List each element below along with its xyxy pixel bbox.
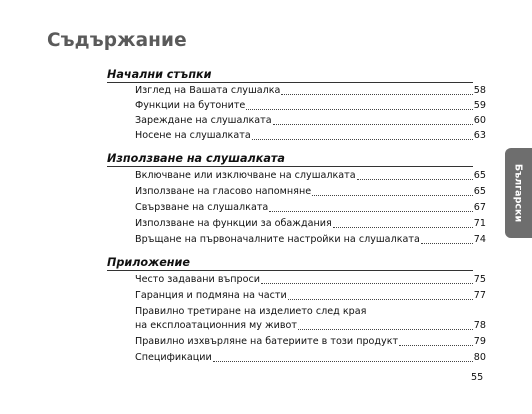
toc-entry-page: 75 [473,274,486,285]
toc-entry-page: 63 [473,130,486,141]
toc-entry[interactable] [135,129,486,143]
toc-entry[interactable] [135,289,486,303]
toc-entry-page: 58 [473,85,486,96]
section-divider [107,166,473,167]
toc-entry[interactable] [135,201,486,215]
language-side-tab [505,148,532,238]
toc-entry-label: Използване на функции за обаждания [135,218,332,229]
toc-entry-page: 65 [473,186,486,197]
toc-dot-leader [213,360,473,362]
toc-entry-label: Изглед на Вашата слушалка [135,85,281,96]
toc-dot-leader [288,298,473,300]
toc-dot-leader [421,242,473,244]
toc-dot-leader [399,344,473,346]
toc-entry-page: 74 [473,234,486,245]
toc-entry[interactable] [135,217,486,231]
section-divider [107,82,473,83]
section-divider [107,270,473,271]
toc-entry[interactable] [135,84,486,98]
toc-entry-page: 60 [473,115,486,126]
toc-entry-page: 59 [473,100,486,111]
toc-entry-label: Връщане на първоначалните настройки на слушалката [135,234,420,245]
toc-entry-label: Функции на бутоните [135,100,246,111]
toc-dot-leader [273,123,473,125]
toc-dot-leader [298,328,473,330]
toc-dot-leader [269,210,472,212]
toc-entry[interactable] [135,114,486,128]
toc-dot-leader [252,138,473,140]
section-heading-getting-started: Начални стъпки [107,68,212,81]
toc-entry-label: Включване или изключване на слушалката [135,170,356,181]
toc-dot-leader [281,93,472,95]
toc-entry[interactable] [135,99,486,113]
toc-entry-label-first-line[interactable]: Правилно третиране на изделието след края [135,306,367,317]
toc-entry-page: 77 [473,290,486,301]
toc-entry[interactable] [135,351,486,365]
toc-entry-label: Спецификации [135,352,212,363]
toc-entry[interactable] [135,335,486,349]
language-side-tab-label: Български [512,163,524,223]
toc-entry-label: Зареждане на слушалката [135,115,272,126]
toc-entry-label: Правилно изхвърляне на батериите в този продукт [135,336,399,347]
section-heading-using-headset: Използване на слушалката [107,152,285,165]
toc-entry[interactable] [135,169,486,183]
toc-entry-label: Използване на гласово напомняне [135,186,312,197]
toc-entry-page: 71 [473,218,486,229]
toc-entry-page: 79 [473,336,486,347]
section-heading-appendix: Приложение [107,256,190,269]
toc-entry[interactable] [135,273,486,287]
toc-entry[interactable] [135,185,486,199]
toc-entry-page: 67 [473,202,486,213]
toc-entry-label: Често задавани въпроси [135,274,261,285]
toc-dot-leader [312,194,473,196]
toc-dot-leader [246,108,472,110]
toc-dot-leader [261,282,473,284]
page-title: Съдържание [47,30,187,51]
toc-entry-label: Свързване на слушалката [135,202,269,213]
toc-entry-label: Гаранция и подмяна на части [135,290,287,301]
toc-dot-leader [333,226,473,228]
toc-entry-page: 80 [473,352,486,363]
toc-entry[interactable] [135,233,486,247]
toc-dot-leader [357,178,473,180]
toc-entry[interactable] [135,319,486,333]
toc-entry-page: 78 [473,320,486,331]
toc-entry-label: на експлоатационния му живот [135,320,297,331]
toc-entry-page: 65 [473,170,486,181]
page-number: 55 [471,372,484,383]
toc-entry-label: Носене на слушалката [135,130,251,141]
